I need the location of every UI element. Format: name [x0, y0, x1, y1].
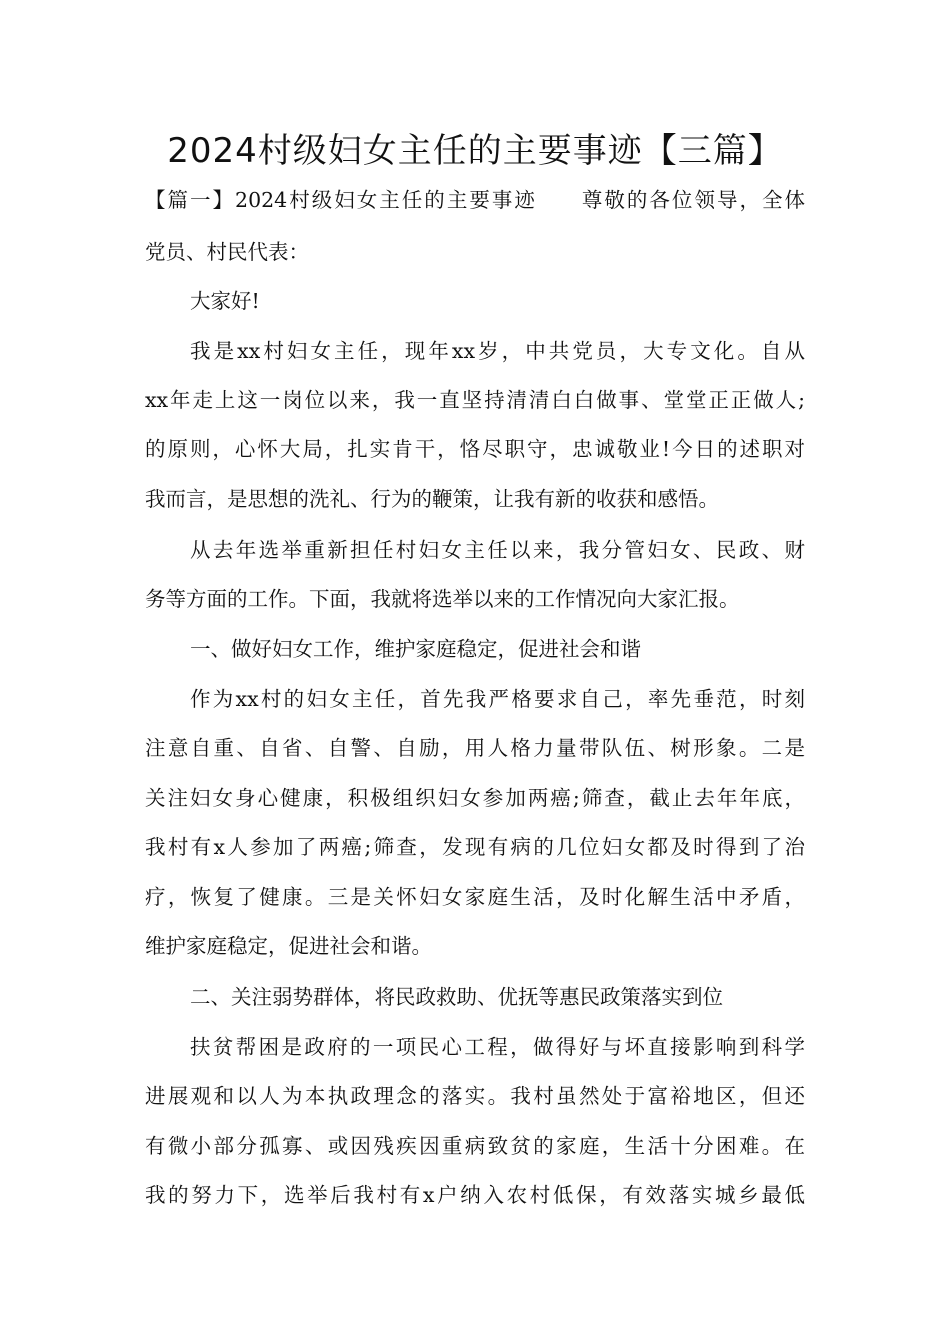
text-line-8: 从去年选举重新担任村妇女主任以来，我分管妇女、民政、财	[190, 538, 805, 562]
text-line-6: 的原则，心怀大局，扎实肯干，恪尽职守，忠诚敬业!今日的述职对	[145, 437, 805, 461]
text-line-14: 我村有x人参加了两癌;筛查，发现有病的几位妇女都及时得到了治	[145, 835, 805, 859]
text-line-3: 大家好!	[190, 289, 260, 313]
text-line-5: xx年走上这一岗位以来，我一直坚持清清白白做事、堂堂正正做人;	[145, 388, 805, 412]
text-line-15: 疗，恢复了健康。三是关怀妇女家庭生活，及时化解生活中矛盾，	[145, 885, 805, 909]
section-heading-1: 一、做好妇女工作，维护家庭稳定，促进社会和谐	[190, 637, 641, 661]
text-line-4: 我是xx村妇女主任，现年xx岁，中共党员，大专文化。自从	[190, 339, 805, 363]
text-line-11: 作为xx村的妇女主任，首先我严格要求自己，率先垂范，时刻	[190, 687, 805, 711]
text-line-16: 维护家庭稳定，促进社会和谐。	[145, 934, 432, 958]
text-line-9: 务等方面的工作。下面，我就将选举以来的工作情况向大家汇报。	[145, 587, 740, 611]
text-line-12: 注意自重、自省、自警、自励，用人格力量带队伍、树形象。二是	[145, 736, 805, 760]
text-line-2: 党员、村民代表：	[145, 240, 309, 264]
document-title: 2024村级妇女主任的主要事迹【三篇】	[167, 131, 783, 171]
section-heading-2: 二、关注弱势群体，将民政救助、优抚等惠民政策落实到位	[190, 985, 723, 1009]
text-line-1: 【篇一】2024村级妇女主任的主要事迹 尊敬的各位领导，全体	[145, 188, 805, 212]
text-line-7: 我而言，是思想的洗礼、行为的鞭策，让我有新的收获和感悟。	[145, 487, 719, 511]
text-line-21: 我的努力下，选举后我村有x户纳入农村低保，有效落实城乡最低	[145, 1183, 805, 1207]
text-line-18: 扶贫帮困是政府的一项民心工程，做得好与坏直接影响到科学	[190, 1035, 805, 1059]
text-line-19: 进展观和以人为本执政理念的落实。我村虽然处于富裕地区，但还	[145, 1084, 805, 1108]
text-line-13: 关注妇女身心健康，积极组织妇女参加两癌;筛查，截止去年年底，	[145, 786, 805, 810]
text-line-20: 有微小部分孤寡、或因残疾因重病致贫的家庭，生活十分困难。在	[145, 1134, 805, 1158]
